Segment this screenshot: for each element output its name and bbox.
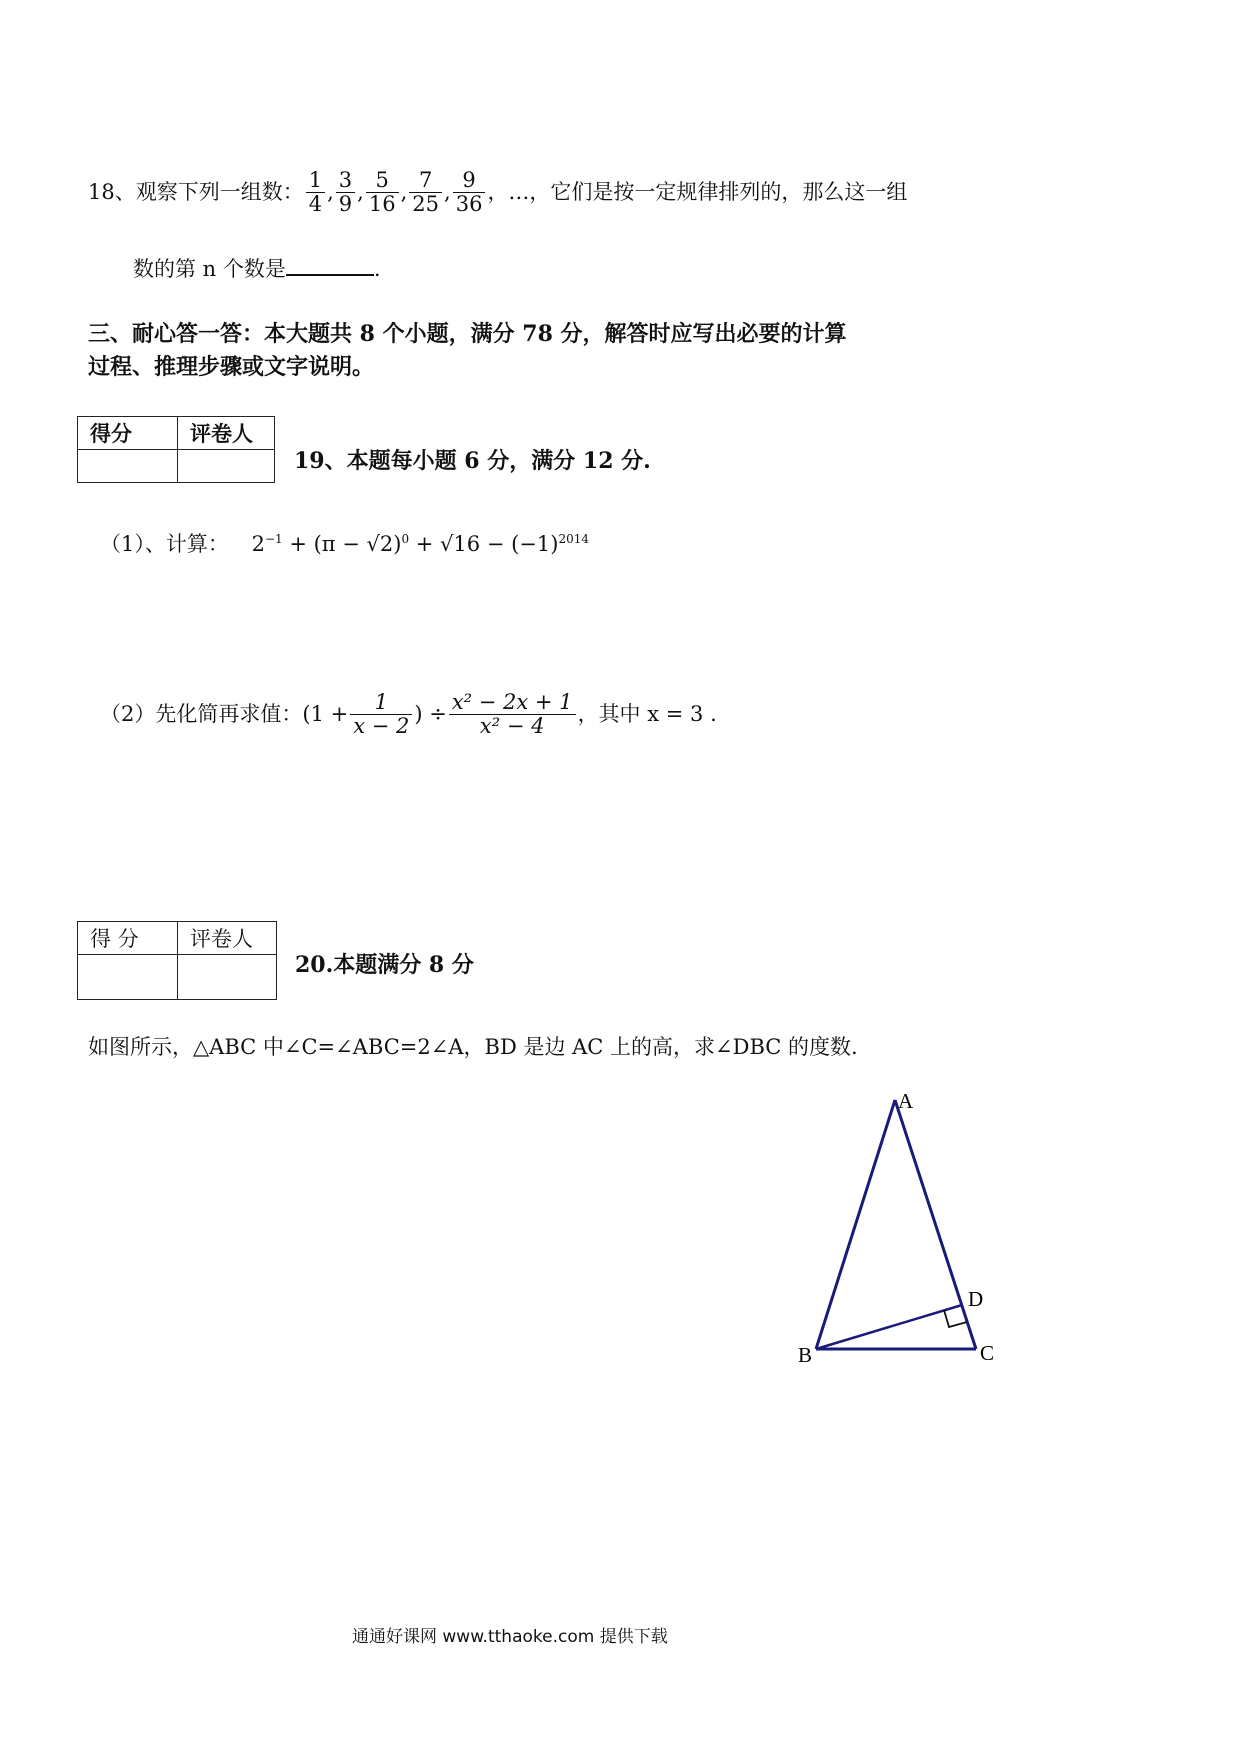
q19-title: 19、本题每小题 6 分，满分 12 分. <box>294 448 651 474</box>
label-d: D <box>968 1287 984 1311</box>
section3-heading-line1: 三、耐心答一答：本大题共 8 个小题，满分 78 分，解答时应写出必要的计算 <box>88 321 847 347</box>
side-ac <box>895 1100 976 1349</box>
q19-part1-expression: $2^{-1} + (\pi - √2)^0 + √16 - (-1)^{2014}$ <box>251 532 589 556</box>
grader-header: 评卷人 <box>178 417 275 450</box>
q18-line2 <box>133 256 381 280</box>
answer-blank <box>286 256 374 276</box>
q18-fraction: $\frac{9}{36}$ <box>453 170 486 215</box>
q19-fraction: $\frac{1}{x - 2}$ <box>350 692 412 737</box>
score-table <box>77 921 277 1000</box>
q18-fraction: $\frac{1}{4}$ <box>306 170 325 215</box>
label-a: A <box>898 1089 914 1113</box>
altitude-bd <box>816 1305 962 1349</box>
score-table <box>77 416 275 483</box>
q19-part2-label: （2）先化简再求值： <box>100 702 303 726</box>
q18-fraction: $\frac{7}{25}$ <box>409 170 442 215</box>
q18-prefix: 18、观察下列一组数： <box>88 180 304 204</box>
q18-line2-end: . <box>373 257 381 281</box>
q19-part1-label: （1）、计算： <box>100 532 229 556</box>
score-header: 得分 <box>78 417 178 450</box>
section3-heading-line2: 过程、推理步骤或文字说明。 <box>88 354 375 380</box>
grader-cell <box>178 955 277 1000</box>
q18-fraction: $\frac{3}{9}$ <box>336 170 355 215</box>
label-b: B <box>798 1343 813 1367</box>
label-c: C <box>980 1341 995 1365</box>
q19-fraction: $\frac{\text{x² − 2x + 1}}{\text{x² − 4}}$ <box>449 692 576 737</box>
score-header: 得 分 <box>78 922 178 955</box>
triangle-figure <box>780 1080 1020 1380</box>
side-ab <box>816 1100 895 1349</box>
q18-line2-text: 数的第 n 个数是 <box>133 257 286 281</box>
score-cell <box>78 450 178 483</box>
grader-header: 评卷人 <box>178 922 277 955</box>
footer-text: 通通好课网 www.tthaoke.com 提供下载 <box>352 1627 668 1647</box>
q19-part1 <box>100 533 589 555</box>
q18-fraction: $\frac{5}{16}$ <box>366 170 399 215</box>
q19-part2: （2）先化简再求值：(1 + $\frac{1}{x - 2}$ ) ÷ $\frac{\text{x² − 2x + 1}}{\text{x² − 4}}$ ，其中 x = 3 . <box>100 690 717 738</box>
score-cell <box>78 955 178 1000</box>
q18-suffix: ，…，它们是按一定规律排列的，那么这一组 <box>487 180 908 204</box>
q20-text: 如图所示，△ABC 中∠C=∠ABC=2∠A，BD 是边 AC 上的高，求∠DBC 的度数. <box>88 1035 858 1059</box>
q20-title: 20.本题满分 8 分 <box>295 952 474 978</box>
q18-line1: 18、观察下列一组数： $\frac{1}{4}$ , $\frac{3}{9}$ , $\frac{5}{16}$ , $\frac{7}{25}$ , $\frac{9}{36}$ ，…，它们是按一定规律排列的，那么这一组 <box>88 168 908 216</box>
grader-cell <box>178 450 275 483</box>
